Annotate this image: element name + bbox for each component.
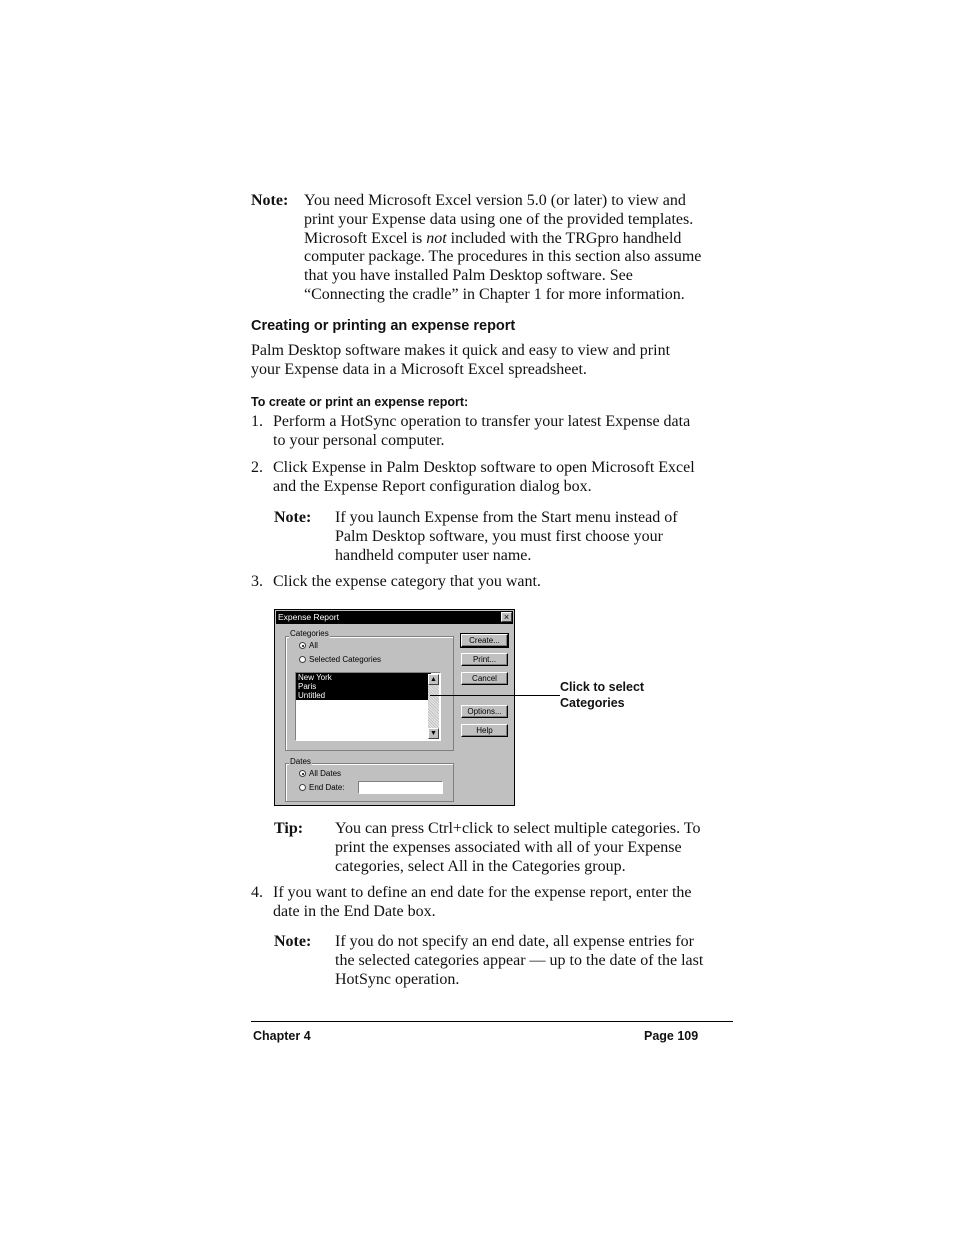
list-scrollbar[interactable]: [428, 674, 439, 739]
text-span: included with the TRGpro handheld: [446, 229, 682, 247]
step-text: Perform a HotSync operation to transfer your latest Expense data: [273, 413, 691, 430]
text-line: print your Expense data using one of the provided templates.: [304, 210, 694, 228]
text-line: If you launch Expense from the Start menu instead of: [335, 509, 678, 526]
note-label: Note:: [251, 192, 289, 209]
tip-label: Tip:: [274, 820, 304, 837]
radio-all-dates-label: All Dates: [309, 769, 342, 778]
step-text: to your personal computer.: [273, 432, 445, 449]
text-line: categories, select All in the Categories group.: [335, 857, 626, 875]
text-line: Palm Desktop software, you must first choose your: [335, 528, 663, 545]
close-icon[interactable]: ×: [501, 612, 512, 622]
step-text: If you want to define an end date for the expense report, enter the: [273, 884, 692, 901]
dialog-title: Expense Report: [276, 611, 513, 624]
footer-rule: [251, 1021, 733, 1022]
callout-label-2: Categories: [560, 696, 625, 710]
categories-list[interactable]: [295, 672, 441, 741]
callout-line: [430, 695, 560, 696]
procedure-title: To create or print an expense report:: [251, 395, 469, 409]
text-line: If you do not specify an end date, all expense entries for: [335, 933, 694, 950]
footer-chapter: Chapter 4: [253, 1029, 311, 1043]
help-button[interactable]: Help: [461, 724, 508, 737]
section-heading: Creating or printing an expense report: [251, 318, 516, 334]
scroll-up-icon[interactable]: ▲: [428, 674, 439, 685]
list-item[interactable]: Untitled: [296, 691, 431, 700]
text-span: Microsoft Excel is: [304, 229, 427, 247]
radio-all[interactable]: [299, 642, 306, 649]
footer-page-number: Page 109: [644, 1029, 699, 1043]
emphasis-text: not: [426, 229, 447, 247]
categories-group-label: Categories: [290, 629, 329, 638]
cancel-button[interactable]: Cancel: [461, 672, 508, 685]
step-text: and the Expense Report configuration dialog box.: [273, 478, 592, 495]
options-button[interactable]: Options...: [461, 705, 508, 718]
radio-selected-categories[interactable]: [299, 656, 306, 663]
callout-label-1: Click to select: [560, 680, 645, 694]
text-line: Palm Desktop software makes it quick and easy to view and print: [251, 342, 671, 359]
create-button[interactable]: Create...: [461, 634, 508, 647]
step-text: Click Expense in Palm Desktop software to open Microsoft Excel: [273, 459, 695, 476]
text-line: that you have installed Palm Desktop software. See: [304, 267, 633, 285]
radio-all-dates[interactable]: [299, 770, 306, 777]
print-button[interactable]: Print...: [461, 653, 508, 666]
step-number: 1.: [251, 413, 263, 430]
list-item[interactable]: Paris: [296, 682, 431, 691]
list-item[interactable]: New York: [296, 673, 431, 682]
text-line: “Connecting the cradle” in Chapter 1 for more information.: [304, 286, 685, 303]
dates-group-label: Dates: [290, 757, 311, 766]
text-line: You need Microsoft Excel version 5.0 (or later) to view and: [304, 192, 686, 209]
text-line: the selected categories appear — up to the date of the last: [335, 952, 704, 969]
expense-report-dialog: [274, 609, 515, 806]
text-line: You can press Ctrl+click to select multiple categories. To: [335, 820, 701, 837]
step-text: date in the End Date box.: [273, 903, 436, 920]
scroll-down-icon[interactable]: ▼: [428, 728, 439, 739]
step-text: Click the expense category that you want.: [273, 573, 541, 590]
note-label: Note:: [274, 933, 312, 950]
radio-end-date[interactable]: [299, 784, 306, 791]
radio-selected-label: Selected Categories: [309, 655, 382, 664]
text-line: HotSync operation.: [335, 971, 460, 988]
text-line: handheld computer user name.: [335, 547, 532, 564]
text-line: [304, 229, 681, 248]
note-label: Note:: [274, 509, 312, 526]
text-line: your Expense data in a Microsoft Excel spreadsheet.: [251, 361, 587, 378]
text-line: computer package. The procedures in this section also assume: [304, 248, 702, 266]
radio-end-date-label: End Date:: [309, 783, 345, 792]
end-date-field[interactable]: [358, 781, 443, 794]
text-line: print the expenses associated with all of your Expense: [335, 838, 682, 856]
radio-all-label: All: [309, 641, 318, 650]
step-number: 4.: [251, 884, 263, 901]
step-number: 3.: [251, 573, 263, 590]
step-number: 2.: [251, 459, 263, 476]
